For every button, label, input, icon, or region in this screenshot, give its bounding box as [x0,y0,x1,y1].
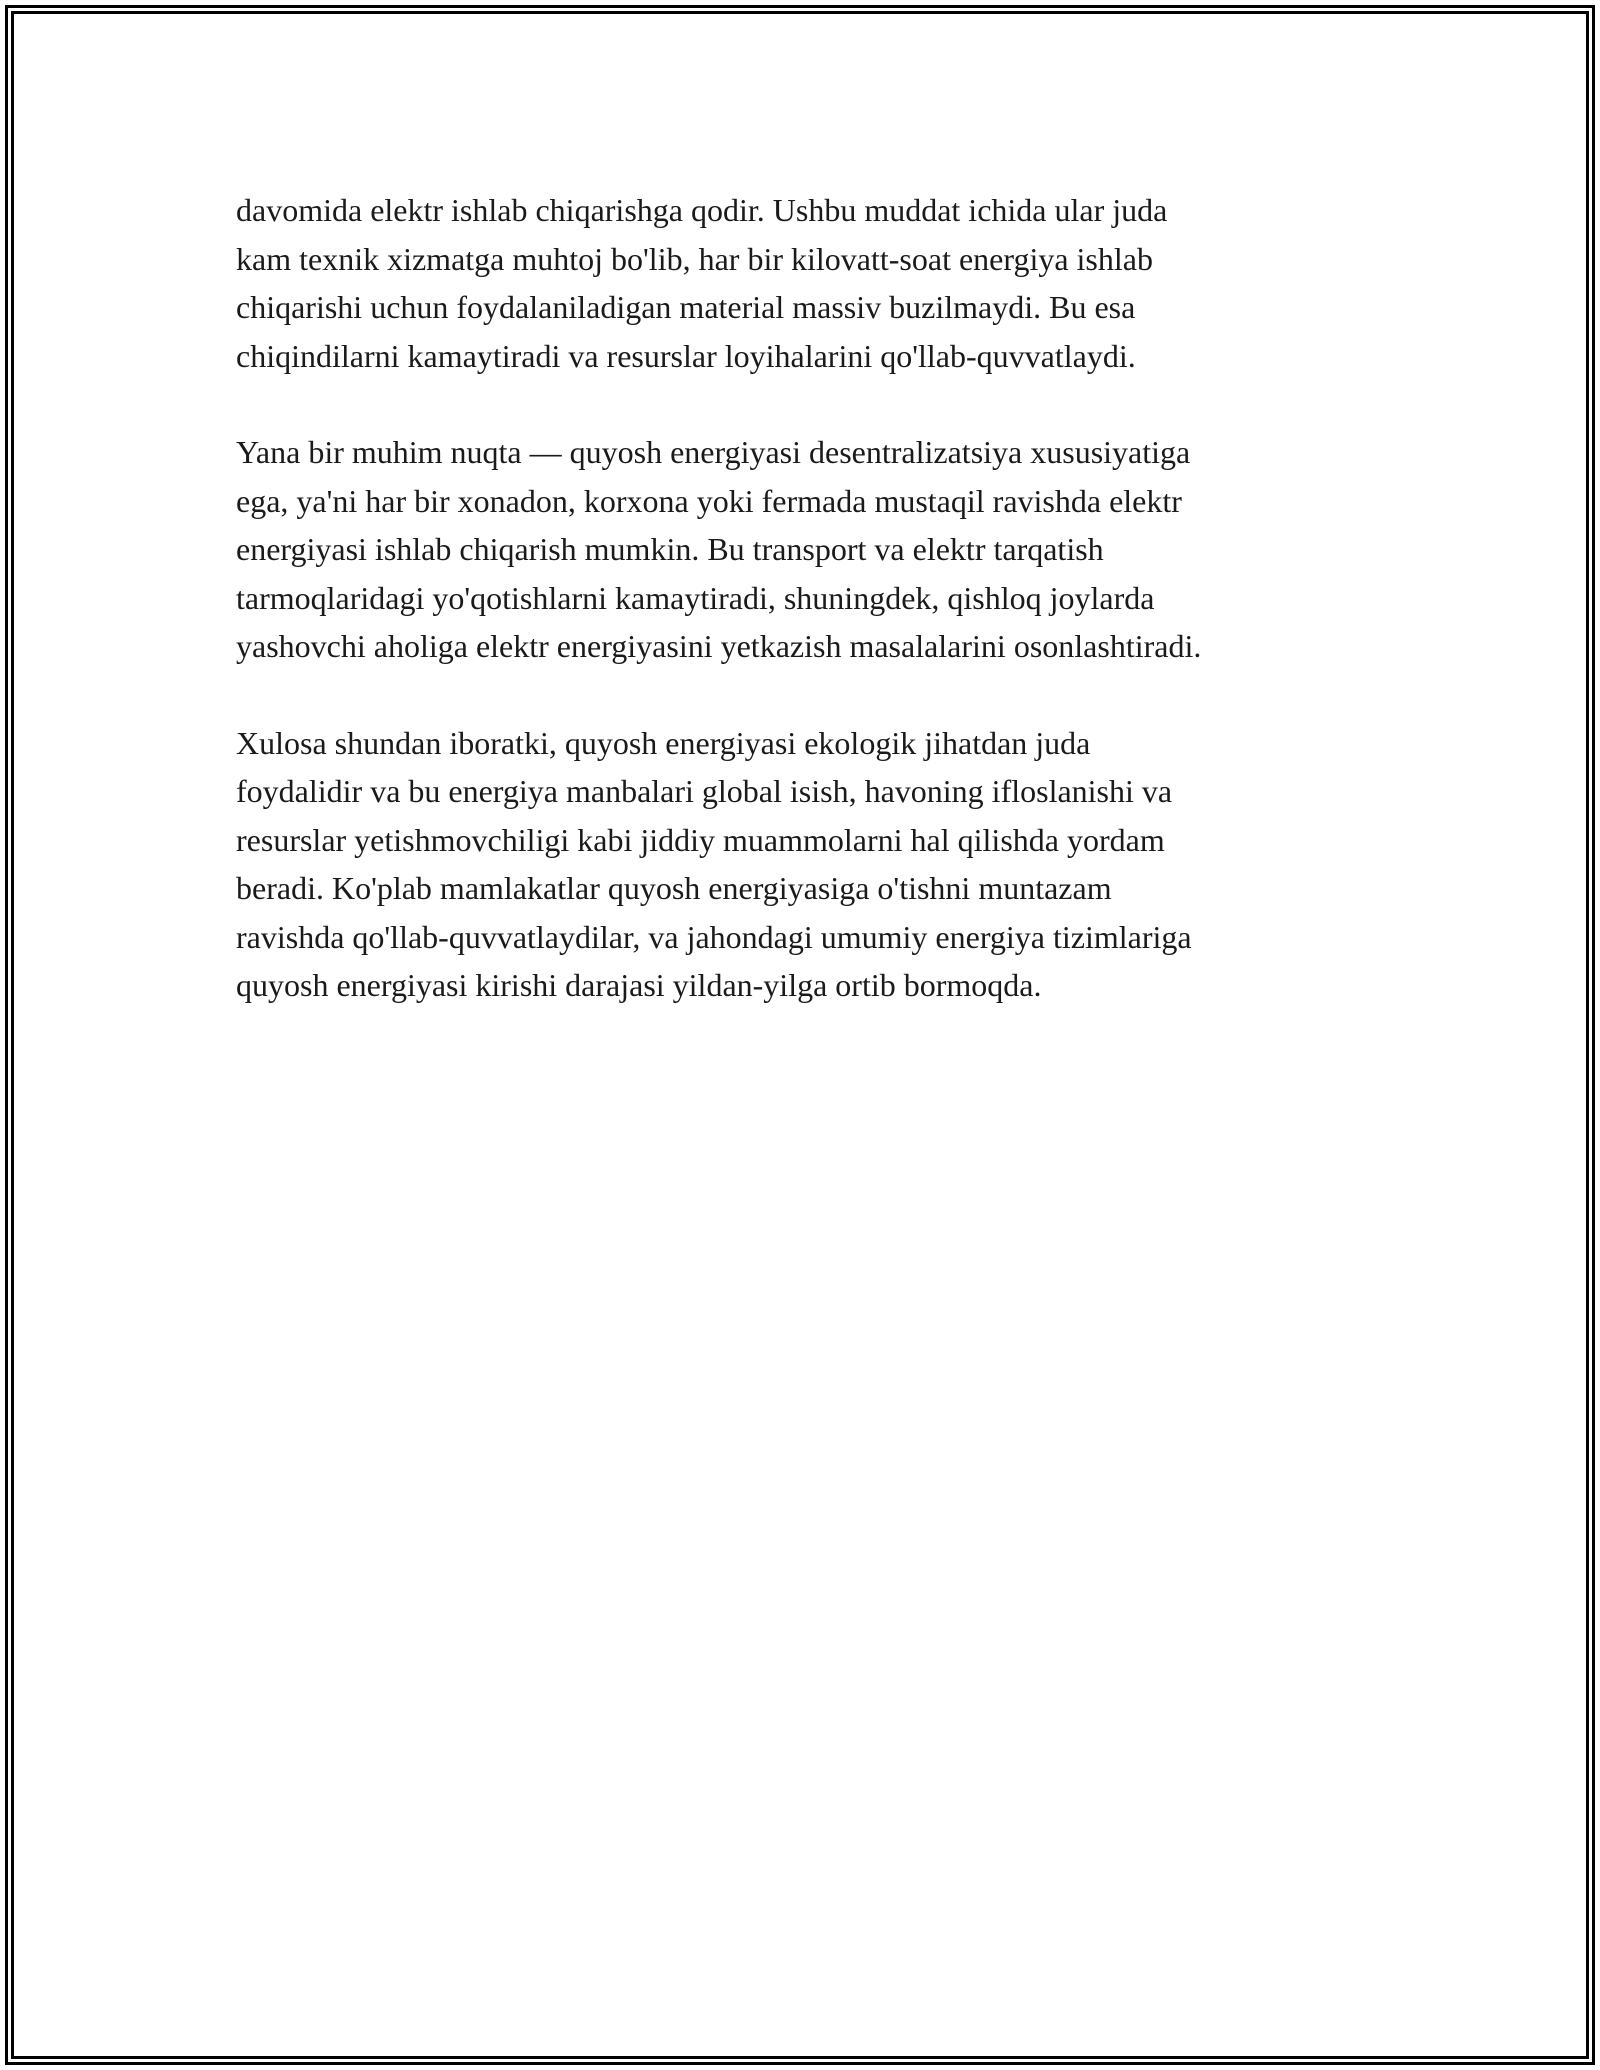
text-line: ravishda qo'llab-quvvatlaydilar, va jahondagi umumiy energiya tizimlariga [236,918,1192,955]
text-line: beradi. Ko'plab mamlakatlar quyosh energiyasiga o'tishni muntazam [236,870,1112,906]
text-line: davomida elektr ishlab chiqarishga qodir. Ushbu muddat ichida ular juda [236,192,1168,228]
text-line: energiyasi ishlab chiqarish mumkin. Bu transport va elektr tarqatish [236,531,1104,567]
paragraph-1 [236,186,1356,380]
text-line: foydalidir va bu energiya manbalari global isish, havoning ifloslanishi va [236,773,1173,809]
text-line: tarmoqlaridagi yo'qotishlarni kamaytiradi, shuningdek, qishloq joylarda [236,579,1155,616]
text-line: chiqindilarni kamaytiradi va resurslar loyihalarini qo'llab-quvvatlaydi. [236,337,1136,374]
text-line: quyosh energiyasi kirishi darajasi yildan-yilga ortib bormoqda. [236,967,1042,1003]
text-line: yashovchi aholiga elektr energiyasini yetkazish masalalarini osonlashtiradi. [236,628,1202,664]
paragraph-2 [236,428,1356,671]
text-line: resurslar yetishmovchiligi kabi jiddiy muammolarni hal qilishda yordam [236,821,1165,858]
text-line: Xulosa shundan iboratki, quyosh energiyasi ekologik jihatdan juda [236,724,1091,761]
text-line: ega, ya'ni har bir xonadon, korxona yoki fermada mustaqil ravishda elektr [236,482,1182,519]
text-line: chiqarishi uchun foydalaniladigan material massiv buzilmaydi. Bu esa [236,289,1136,325]
paragraph-3 [236,719,1356,1010]
text-line: kam texnik xizmatga muhtoj bo'lib, har bir kilovatt-soat energiya ishlab [236,240,1153,277]
document-body [236,186,1356,1058]
text-line: Yana bir muhim nuqta — quyosh energiyasi desentralizatsiya xususiyatiga [236,434,1191,470]
